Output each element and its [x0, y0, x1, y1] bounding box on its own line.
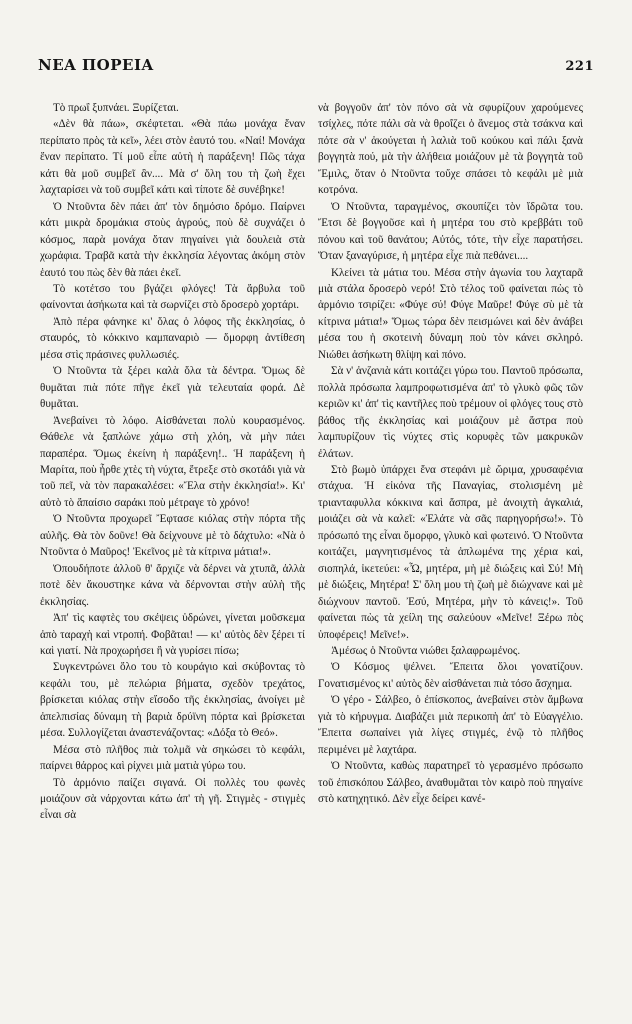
paragraph: Ὁ Ντοῦντα προχωρεῖ Ἔφτασε κιόλας στὴν πόρτα τῆς αὐλῆς. Θὰ τὸν δοῦνε! Θὰ δείχνουνε μὲ τὸ δάχτυλο: «Νὰ ὁ Ντοῦντα ὁ Μαῦρος! Ἐκεῖνος μὲ τὰ κίτρινα μάτια!».: [40, 513, 305, 559]
paragraph: Ἀνεβαίνει τὸ λόφο. Αἰσθάνεται πολὺ κουρασμένος. Θάθελε νὰ ξαπλώνε χάμω στὴ χλόη, νὰ μὴν πάει παραπέρα. Ὅμως ἐκείνη ἡ παράξενη!.. Ἡ παράξενη ἡ Μαρίτα, ποὺ ἦρθε χτὲς τὴ νύχτα, ἔτρεξε στὸ σκοτάδι γιὰ νὰ τοῦ πεῖ, νὰ τὸν παρακαλέσει: «Ἔλα στὴν ἐκκλησία!». Κι' αὐτὸ τὸ ἄπαίσιο σαράκι ποὺ μέτραγε τὸ χρόνο!: [40, 414, 305, 509]
paragraph: Στὸ βωμὸ ὑπάρχει ἕνα στεφάνι μὲ ὥριμα, χρυσαφένια στάχυα. Ἡ εἰκόνα τῆς Παναγίας, στολισμένη μὲ τριανταφυλλα κόκκινα καὶ ἄσπρα, μὲ ἀνοιχτὴ ἀγκαλιά, μοιάζει σὰ νὰ καλεῖ: «Ἐλάτε νὰ σᾶς παρηγορήσω!». Τὸ πρόσωπό της εἶναι ὄμορφο, γλυκὸ καὶ φωτεινό. Ὁ Ντοῦντα κοιτάζει, μαγνητισμένος τὰ ἁπλωμένα της χέρια καὶ, σιοπηλά, ἱκετεύει: «Ὦ, μητέρα, μὴ μὲ διώξεις καὶ Σύ! Μὴ μὲ διώξεις, Μητέρα! Σ' ὅλη μου τὴ ζωὴ μὲ διώχνανε καὶ μὲ διώχνουν παντοῦ. Ἐσύ, Μητέρα, μὴν τὸ κάνεις!». Τοῦ φαίνεται πὼς τὰ χείλη της σαλεύουν «Μεῖνε! Ξέρω πὸς ὑποφέρεις! Μεῖνε!».: [318, 463, 583, 641]
paragraph: Ὁ Ντοῦντα, καθὼς παρατηρεῖ τὸ γερασμένο πρόσωπο τοῦ ἐπισκόπου Σάλβεο, ἀναθυμᾶται τὸν καιρὸ ποὺ πηγαίνε στὸ κατηχητικό. Δὲν εἶχε δείρει κανέ-: [318, 760, 583, 806]
paragraph: Ὁ Ντοῦντα, ταραγμένος, σκουπίζει τὸν ἵδρῶτα του. Ἔτσι δὲ βογγοῦσε καὶ ἡ μητέρα του στὸ κρεββάτι τοῦ πόνου καὶ τοῦ θανάτου; Αὐτός, τότε, τὴν εἶχε παρατήσει. Ὅταν ξαναγύρισε, ἡ μητέρα εἶχε πιὰ πεθάνει....: [318, 200, 583, 263]
running-header: [38, 56, 594, 78]
paragraph: Ὁ Ντοῦντα δὲν πάει ἀπ' τὸν δημόσιο δρόμο. Παίρνει κάτι μικρὰ δρομάκια στοὺς ἀγρούς, ποὺ δὲ συχνάζει ὁ κόσμος, παρὰ μονάχα ὅταν πηγαίνει γιὰ δουλειὰ στὰ χωράφια. Τραβᾶ κατὰ τὴν ἐκκλησία λέγοντας ἀκόμη στὸν ἑαυτό του πὼς δὲν θὰ πάει ἐκεῖ.: [40, 200, 305, 279]
paragraph: Τὸ κοτέτσο του βγάζει φλόγες! Τὰ ἄρβυλα τοῦ φαίνονται ἀσήκωτα καὶ τὰ σωρνίζει στὸ δροσερὸ χορτάρι.: [40, 282, 305, 312]
paragraph: Κλείνει τὰ μάτια του. Μέσα στὴν ἀγωνία του λαχταρᾶ μιὰ στάλα δροσερὸ νερό! Στὸ τέλος τοῦ φαίνεται πὼς τὸ ἁρμόνιο τσιρίζει: «Φύγε σύ! Φύγε Μαῦρε! Φύγε σὺ μὲ τὰ κίτρινα μάτια!» Ὅμως τώρα δὲν πεισμώνει καὶ δὲν ἀνάβει μέσα του ἡ σκοτεινὴ δύναμη ποὺ τὸν κάνει σκληρό. Νιώθει ἀσήκωτη θλίψη καὶ πόνο.: [318, 266, 583, 361]
paragraph: Σὰ ν' ἀνζανιὰ κάτι κοιτάζει γύρω του. Παντοῦ πρόσωπα, πολλὰ πρόσωπα λαμπροφωτισμένα ἀπ' τὸ γλυκὸ φῶς τῶν κεριῶν κι' ἀπ' τὶς καντῆλες ποὺ τρέμουν οἱ φλόγες τους στὸ βάθος τῆς ἐκκλησίας καὶ μοιάζουν μὲ ἄστρα ποὺ λαμπυρίζουν τὶς νύχτες στὶς κορυφὲς τῶν μακρυκῶν ἐλάτων.: [318, 365, 583, 460]
paragraph: Ὁ Ντοῦντα τὰ ξέρει καλὰ ὅλα τὰ δέντρα. Ὅμως δὲ θυμᾶται πιὰ πότε πῆγε ἐκεῖ γιὰ τελευταία φορά. Δὲ θυμᾶται.: [40, 365, 305, 411]
paragraph: Συγκεντρώνει ὅλο του τὸ κουράγιο καὶ σκύβοντας τὸ κεφάλι του, μὲ πελώρια βήματα, σχεδὸν τρεχάτος, βρίσκεται κιόλας στὴν εἴσοδο τῆς ἐκκλησίας, ἀνοίγει μὲ ἀπελπισίας δύναμη τὴ βαριὰ δρύϊνη πόρτα καὶ βρίσκεται μέσα. Συλλογίζεται ἀναστενάζοντας: «Δόξα τὸ Θεό».: [40, 661, 305, 740]
paragraph: «Δὲν θὰ πάω», σκέφτεται. «Θὰ πάω μονάχα ἕναν περίπατο πρὸς τὰ κεῖ», λέει στὸν ἑαυτό του. «Ναί! Μονάχα ἕναν περίπατο. Τί μοῦ εἶπε αὐτὴ ἡ παράξενη! Πῶς τάχα κάτι θὰ μοῦ συμβεῖ ἂν.... Μὰ σ' ὅλη του τὴ ζωὴ ἔχει λαχταρίσει νὰ τοῦ συμβεῖ κάτι καὶ τίποτε δὲ συνέβηκε!: [40, 118, 305, 197]
right-column: [318, 100, 583, 1005]
paragraph: Τὸ ἁρμόνιο παίζει σιγανά. Οἱ πολλὲς του φωνὲς μοιάζουν σὰ νάρχονται κάτω ἀπ' τὴ γῆ. Στιγμὲς - στιγμὲς εἶναι σὰ: [40, 776, 305, 822]
paragraph: Ἀπὸ πέρα φάνηκε κι' ὅλας ὁ λόφος τῆς ἐκκλησίας, ὁ σταυρός, τὸ κόκκινο καμπαναριὸ — ὄμορφη ἀντίθεση μέσα στὶς πράσινες φυλλωσιές.: [40, 315, 305, 361]
paragraph: Ἀμέσως ὁ Ντοῦντα νιώθει ξαλαφρωμένος.: [331, 644, 521, 657]
paragraph: Ἀπ' τὶς καφτὲς του σκέψεις ὑδρώνει, γίνεται μοῦσκεμα ἀπὸ ταραχὴ καὶ ντροπή. Φοβᾶται! — κι' αὐτὸς δὲν ξέρει τί καὶ γιατί. Νὰ προχωρήσει ἢ νὰ γυρίσει πίσω;: [40, 612, 305, 657]
paragraph: Μέσα στὸ πλῆθος πιὰ τολμᾶ νὰ σηκώσει τὸ κεφάλι, παίρνει θάρρος καὶ ρίχνει μιὰ ματιὰ γύρω του.: [40, 743, 305, 773]
page-number: 221: [565, 59, 594, 74]
paragraph: Τὸ πρωΐ ξυπνάει. Ξυρίζεται.: [53, 102, 179, 114]
left-column: [40, 100, 305, 1005]
journal-title: ΝΕΑ ΠΟΡΕΙΑ: [38, 56, 154, 74]
paragraph: Ὁ Κόσμος ψέλνει. Ἔπειτα ὅλοι γονατίζουν. Γονατισμένος κι' αὐτὸς δὲν αἰσθάνεται πιὰ τόσο ἄσχημα.: [318, 661, 583, 690]
paragraph: νὰ βογγοῦν ἀπ' τὸν πόνο σὰ νὰ σφυρίζουν χαρούμενες τσίχλες, πότε πάλι σὰ νὰ θροΐζει ὁ ἄνεμος στὰ τσάκνα καὶ πότε σὰ ν' ἀκούγεται ἡ λαλιὰ τοῦ κούκου καὶ πάλι ξανὰ βογγητὰ πού, μὰ τὴν ἀλήθεια μοιάζουν μὲ τὰ βογγητὰ τοῦ Ἔμιλς, ὅταν ὁ Ντοῦντα τοὔχε σπάσει τὸ κεφάλι μὲ μιὰ κοτρόνα.: [318, 102, 583, 197]
paragraph: Ὁ γέρο - Σάλβεο, ὁ ἐπίσκοπος, ἀνεβαίνει στὸν ἄμβωνα γιὰ τὸ κήρυγμα. Διαβάζει μιὰ περικοπὴ ἀπ' τὸ Εὐαγγέλιο. Ἔπειτα σωπαίνει γιὰ λίγες στιγμές, ἐνῷ τὸ πλῆθος περιμένει μὲ λαχτάρα.: [318, 694, 583, 756]
paragraph: Ὁπουδήποτε ἀλλοῦ θ' ἄρχιζε νὰ δέρνει νὰ χτυπᾶ, ἀλλὰ ποτὲ δὲν ἄκουστηκε κάνα νὰ δέρνονται στὴν αὐλὴ τῆς ἐκκλησίας.: [40, 562, 305, 608]
